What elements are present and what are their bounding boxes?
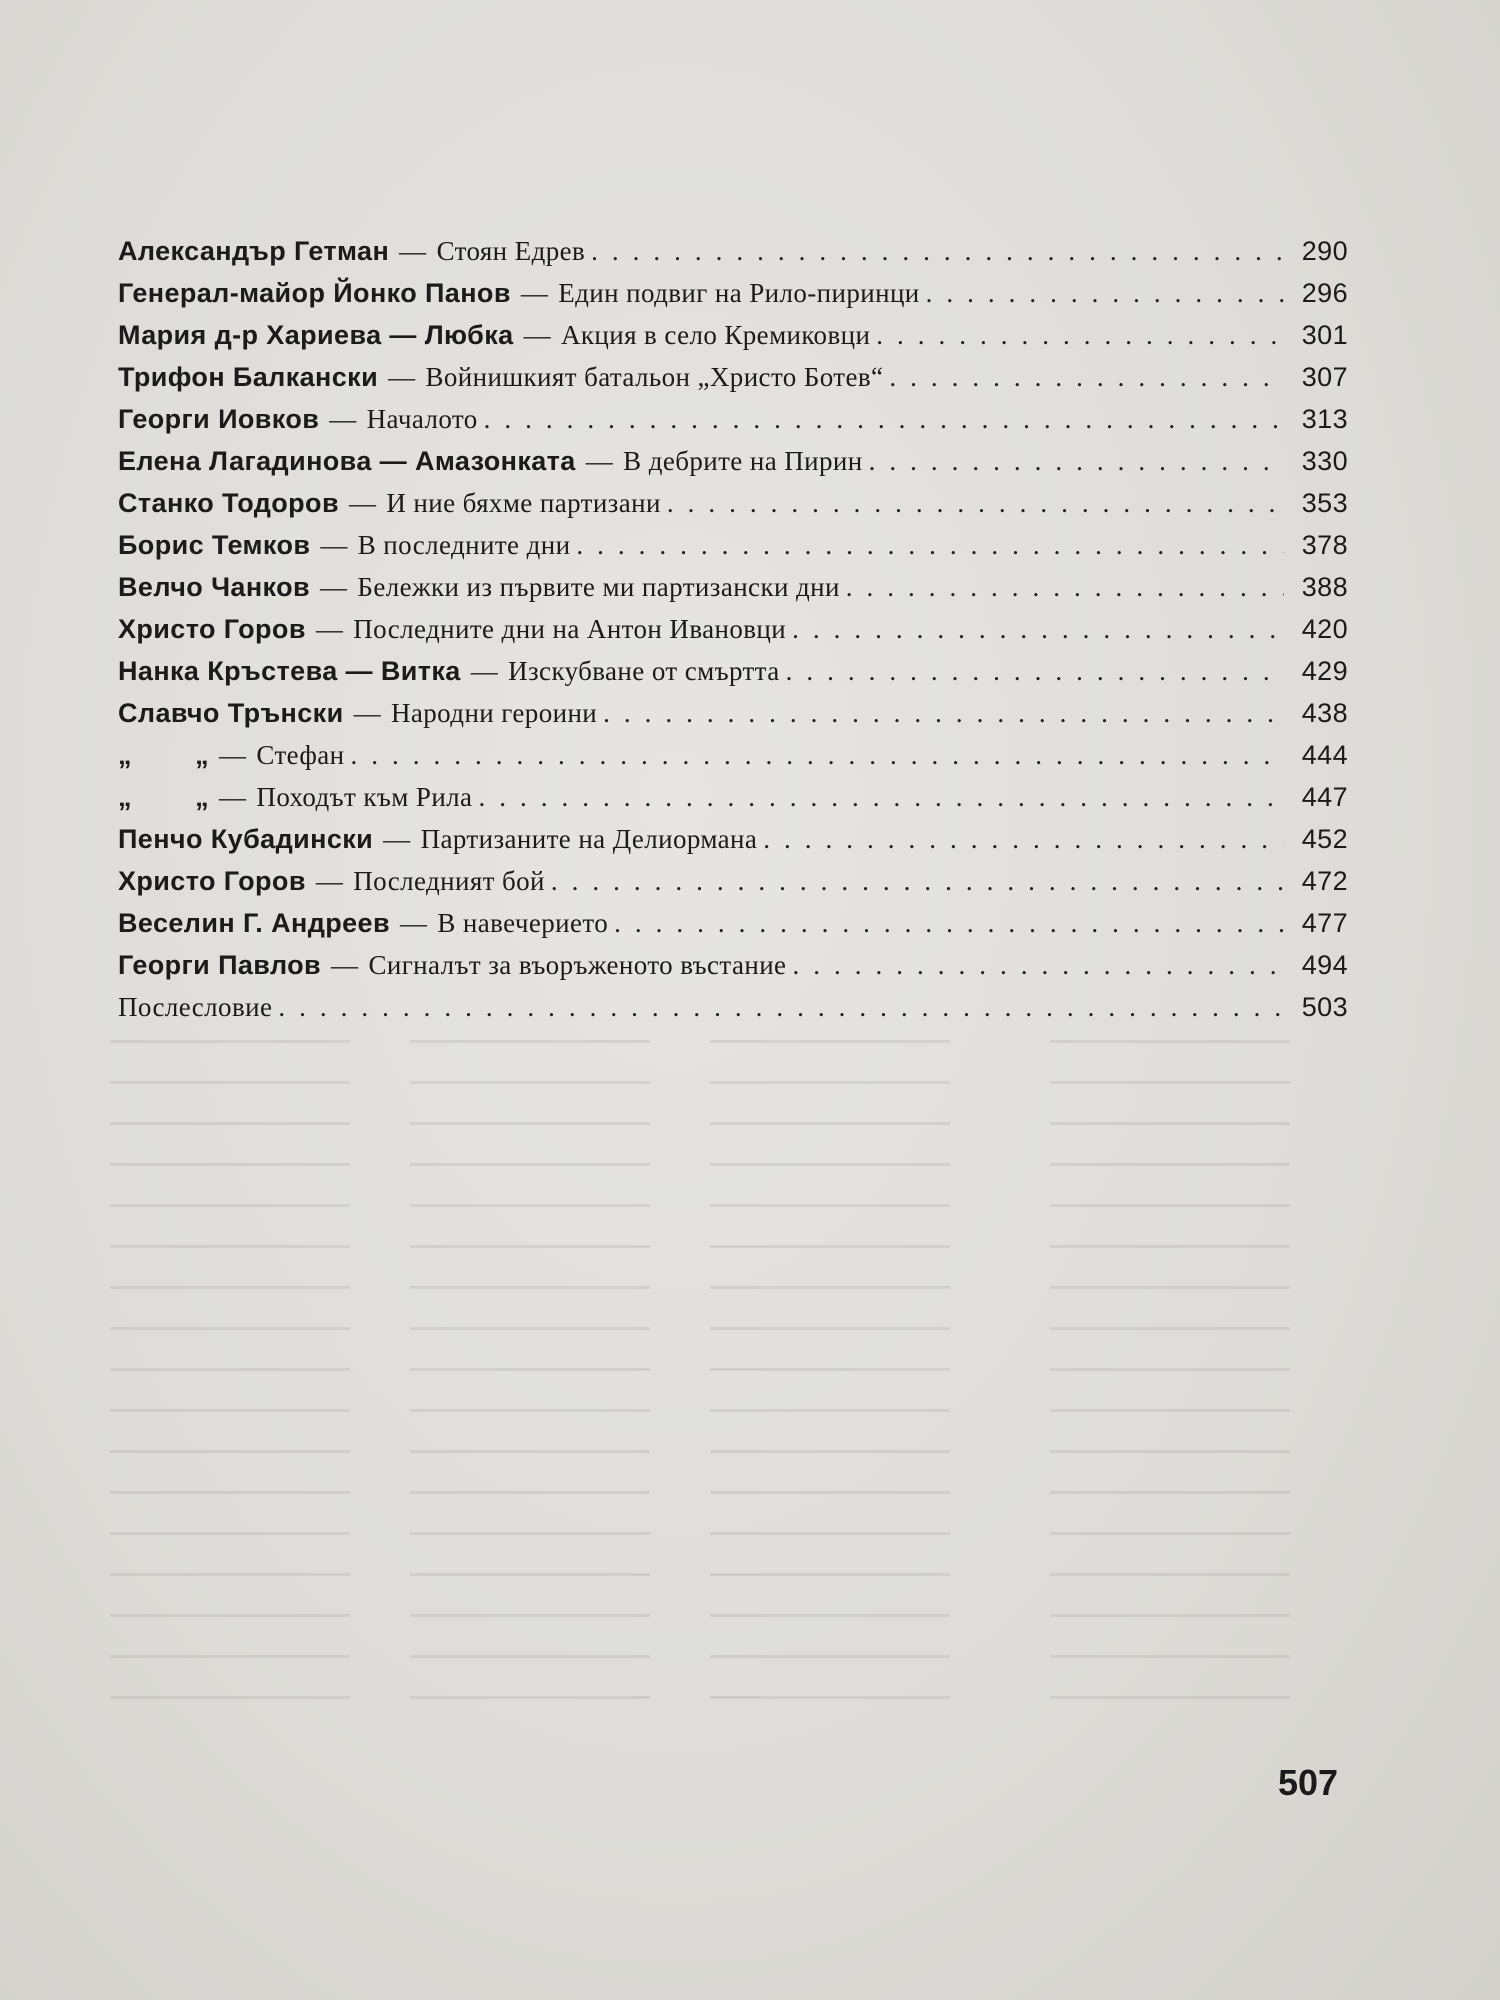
toc-entry [118,656,1348,698]
toc-author: Мария д-р Хариева — Любка [118,320,514,350]
toc-author: Борис Темков [118,530,311,560]
toc-title: Бележки из първите ми партизански дни [357,572,840,602]
toc-title: Последните дни на Антон Ивановци [353,614,787,644]
toc-title: Войнишкият батальон „Христо Ботев“ [425,362,884,392]
toc-title: Стефан [256,740,345,770]
toc-page-number: 307 [1301,362,1348,392]
toc-leader-dots [478,782,1284,813]
toc-entry [118,908,1348,950]
toc-page-number: 313 [1301,404,1348,434]
toc-title: Акция в село Кремиковци [560,320,871,350]
toc-author: Христо Горов [118,866,306,896]
toc-page-number: 420 [1301,614,1348,644]
toc-leader-dots [876,320,1284,351]
toc-author: Христо Горов [118,614,306,644]
toc-entry [118,236,1348,278]
toc-dash: — [315,614,344,644]
toc-dash: — [348,488,377,518]
toc-entry [118,824,1348,866]
toc-leader-dots [869,446,1284,477]
toc-title: Партизаните на Делиормана [420,824,758,854]
toc-entry [118,446,1348,488]
toc-title: Походът към Рила [256,782,473,812]
toc-author: Велчо Чанков [118,572,311,602]
toc-page-number: 301 [1301,320,1348,350]
toc-title: В навечерието [437,908,609,938]
toc-entry [118,278,1348,320]
toc-entry [118,992,1348,1034]
toc-leader-dots [591,236,1284,267]
toc-author: Веселин Г. Андреев [118,908,390,938]
toc-dash: — [329,404,357,434]
toc-author: Генерал-майор Йонко Панов [118,278,511,308]
toc-leader-dots [484,404,1284,435]
toc-leader-dots [926,278,1284,309]
toc-leader-dots [603,698,1284,729]
toc-page-number: 477 [1301,908,1348,938]
toc-page-number: 353 [1301,488,1348,518]
toc-leader-dots [889,362,1284,393]
toc-page-number: 290 [1301,236,1348,266]
toc-leader-dots [614,908,1284,939]
toc-title: Послесловие [118,992,273,1022]
toc-page-number: 452 [1301,824,1348,854]
toc-author: Славчо Трънски [118,698,344,728]
toc-dash: — [315,866,344,896]
toc-author: Елена Лагадинова — Амазонката [118,446,576,476]
toc-author: Станко Тодоров [118,488,339,518]
toc-page-number: 296 [1301,278,1348,308]
toc-leader-dots [278,992,1284,1023]
toc-entry [118,572,1348,614]
toc-leader-dots [551,866,1284,897]
toc-page-number: 388 [1301,572,1348,602]
toc-dash: — [523,320,551,350]
toc-author: Пенчо Кубадински [118,824,374,854]
toc-dash: — [585,446,614,476]
toc-author: Георги Павлов [118,950,322,980]
toc-page-number: 503 [1301,992,1348,1022]
toc-dash: — [399,236,427,266]
toc-title: Сигналът за въоръженото въстание [368,950,787,980]
toc-title: Народни героини [391,698,598,728]
page-number: 507 [1278,1762,1339,1803]
toc-title: В дебрите на Пирин [623,446,863,476]
toc-author: „ „ [118,782,210,812]
toc-page-number: 378 [1301,530,1348,560]
toc-leader-dots [576,530,1284,561]
toc-author: Георги Иовков [118,404,320,434]
toc-title: Началото [366,404,478,434]
toc-author: Александър Гетман [118,236,390,266]
toc-entry [118,530,1348,572]
toc-title: Изскубване от смъртта [508,656,780,686]
toc-entry [118,698,1348,740]
toc-page-number: 330 [1301,446,1348,476]
toc-entry [118,488,1348,530]
toc-entry [118,866,1348,908]
toc-entry [118,362,1348,404]
toc-title: Един подвиг на Рило-пиринци [558,278,920,308]
table-of-contents [118,236,1348,1034]
toc-page-number: 429 [1301,656,1348,686]
toc-page-number: 438 [1301,698,1348,728]
toc-leader-dots [846,572,1284,603]
toc-dash: — [388,362,416,392]
toc-leader-dots [792,614,1284,645]
toc-dash: — [320,530,348,560]
bleed-through-text [110,1040,1350,1730]
toc-title: Последният бой [353,866,545,896]
toc-leader-dots [792,950,1284,981]
toc-entry [118,782,1348,824]
toc-entry [118,404,1348,446]
toc-entry [118,614,1348,656]
toc-leader-dots [786,656,1284,687]
toc-page-number: 444 [1301,740,1348,770]
toc-dash: — [219,782,247,812]
toc-dash: — [331,950,359,980]
toc-dash: — [520,278,549,308]
toc-entry [118,320,1348,362]
toc-dash: — [320,572,348,602]
toc-dash: — [353,698,381,728]
toc-leader-dots [763,824,1284,855]
toc-title: Стоян Едрев [436,236,586,266]
toc-dash: — [399,908,428,938]
toc-dash: — [219,740,247,770]
toc-page-number: 494 [1301,950,1348,980]
toc-title: В последните дни [357,530,571,560]
toc-author: „ „ [118,740,210,770]
toc-leader-dots [667,488,1284,519]
toc-title: И ние бяхме партизани [386,488,661,518]
toc-page-number: 472 [1301,866,1348,896]
toc-page-number: 447 [1301,782,1348,812]
toc-leader-dots [351,740,1284,771]
toc-entry [118,950,1348,992]
toc-entry [118,740,1348,782]
toc-author: Трифон Балкански [118,362,379,392]
toc-dash: — [470,656,499,686]
toc-dash: — [383,824,411,854]
toc-author: Нанка Кръстева — Витка [118,656,461,686]
